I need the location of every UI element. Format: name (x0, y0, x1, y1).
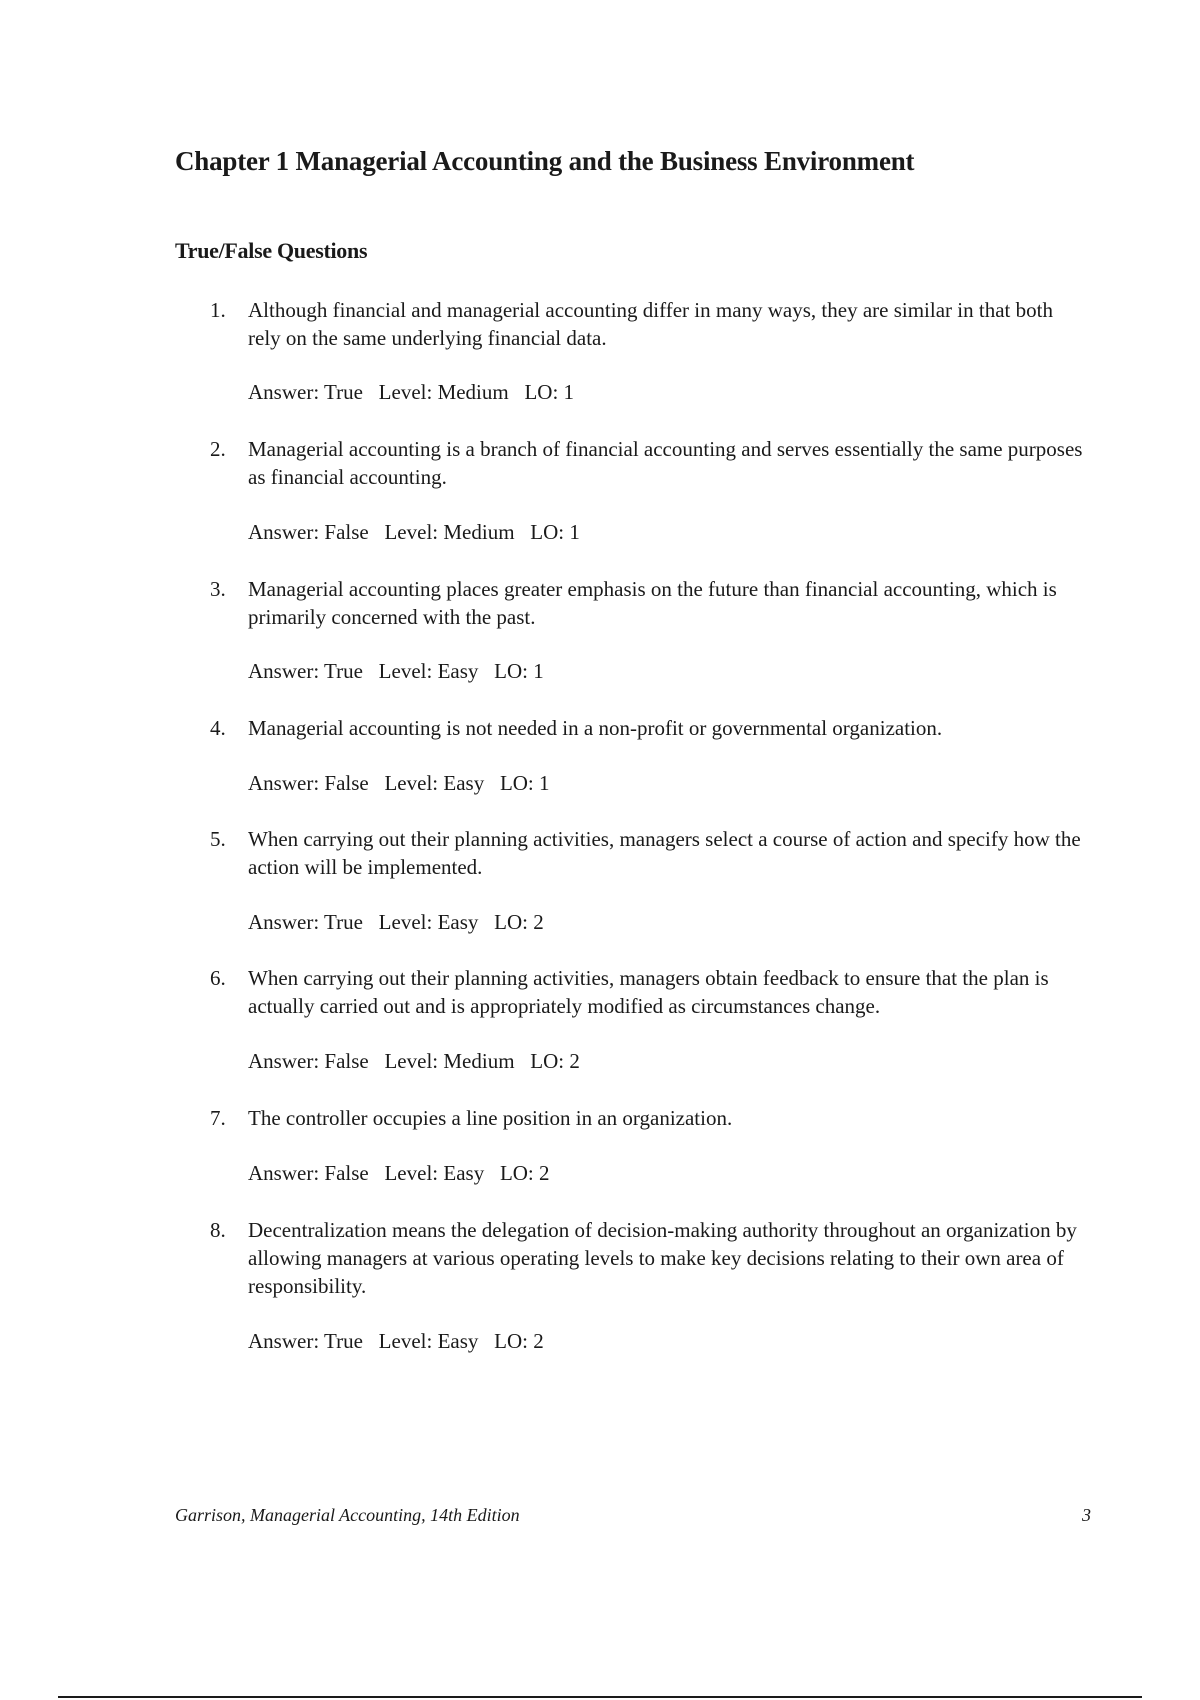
question-text: Managerial accounting is not needed in a non-profit or governmental organization. (248, 716, 943, 740)
chapter-title: Chapter 1 Managerial Accounting and the Business Environment (175, 146, 915, 176)
footer-source: Garrison, Managerial Accounting, 14th Edition (175, 1505, 520, 1525)
question-number: 5. (210, 827, 226, 851)
section-heading: True/False Questions (175, 238, 368, 263)
question-text: Managerial accounting is a branch of financial accounting and serves essentially the same purposes as financial accounting. (248, 437, 1083, 489)
question-text: The controller occupies a line position in an organization. (248, 1106, 733, 1130)
question-number: 3. (210, 577, 226, 601)
question-answer: Answer: False Level: Medium LO: 1 (248, 520, 580, 544)
question-answer: Answer: False Level: Easy LO: 1 (248, 771, 550, 795)
question-number: 8. (210, 1218, 226, 1242)
bottom-divider (58, 1696, 1142, 1698)
question-answer: Answer: True Level: Easy LO: 2 (248, 910, 544, 934)
question-text: Although financial and managerial accounting differ in many ways, they are similar in that both rely on the same underlying financial data. (248, 298, 1053, 350)
question-answer: Answer: False Level: Medium LO: 2 (248, 1049, 580, 1073)
question-answer: Answer: True Level: Easy LO: 2 (248, 1329, 544, 1353)
question-answer: Answer: False Level: Easy LO: 2 (248, 1161, 550, 1185)
question-number: 4. (210, 716, 226, 740)
question-number: 1. (210, 298, 226, 322)
question-text: Managerial accounting places greater emphasis on the future than financial accounting, which is primarily concerned with the past. (248, 577, 1057, 629)
question-number: 7. (210, 1106, 226, 1130)
question-number: 2. (210, 437, 226, 461)
question-text: Decentralization means the delegation of decision-making authority throughout an organization by allowing managers at various operating levels to make key decisions relating to their own area of responsibility. (248, 1218, 1077, 1298)
question-answer: Answer: True Level: Medium LO: 1 (248, 380, 575, 404)
question-text: When carrying out their planning activities, managers select a course of action and specify how the action will be implemented. (248, 827, 1081, 879)
question-answer: Answer: True Level: Easy LO: 1 (248, 659, 544, 683)
question-number: 6. (210, 966, 226, 990)
page-number: 3 (1082, 1505, 1091, 1525)
question-text: When carrying out their planning activities, managers obtain feedback to ensure that the plan is actually carried out and is appropriately modified as circumstances change. (248, 966, 1049, 1018)
